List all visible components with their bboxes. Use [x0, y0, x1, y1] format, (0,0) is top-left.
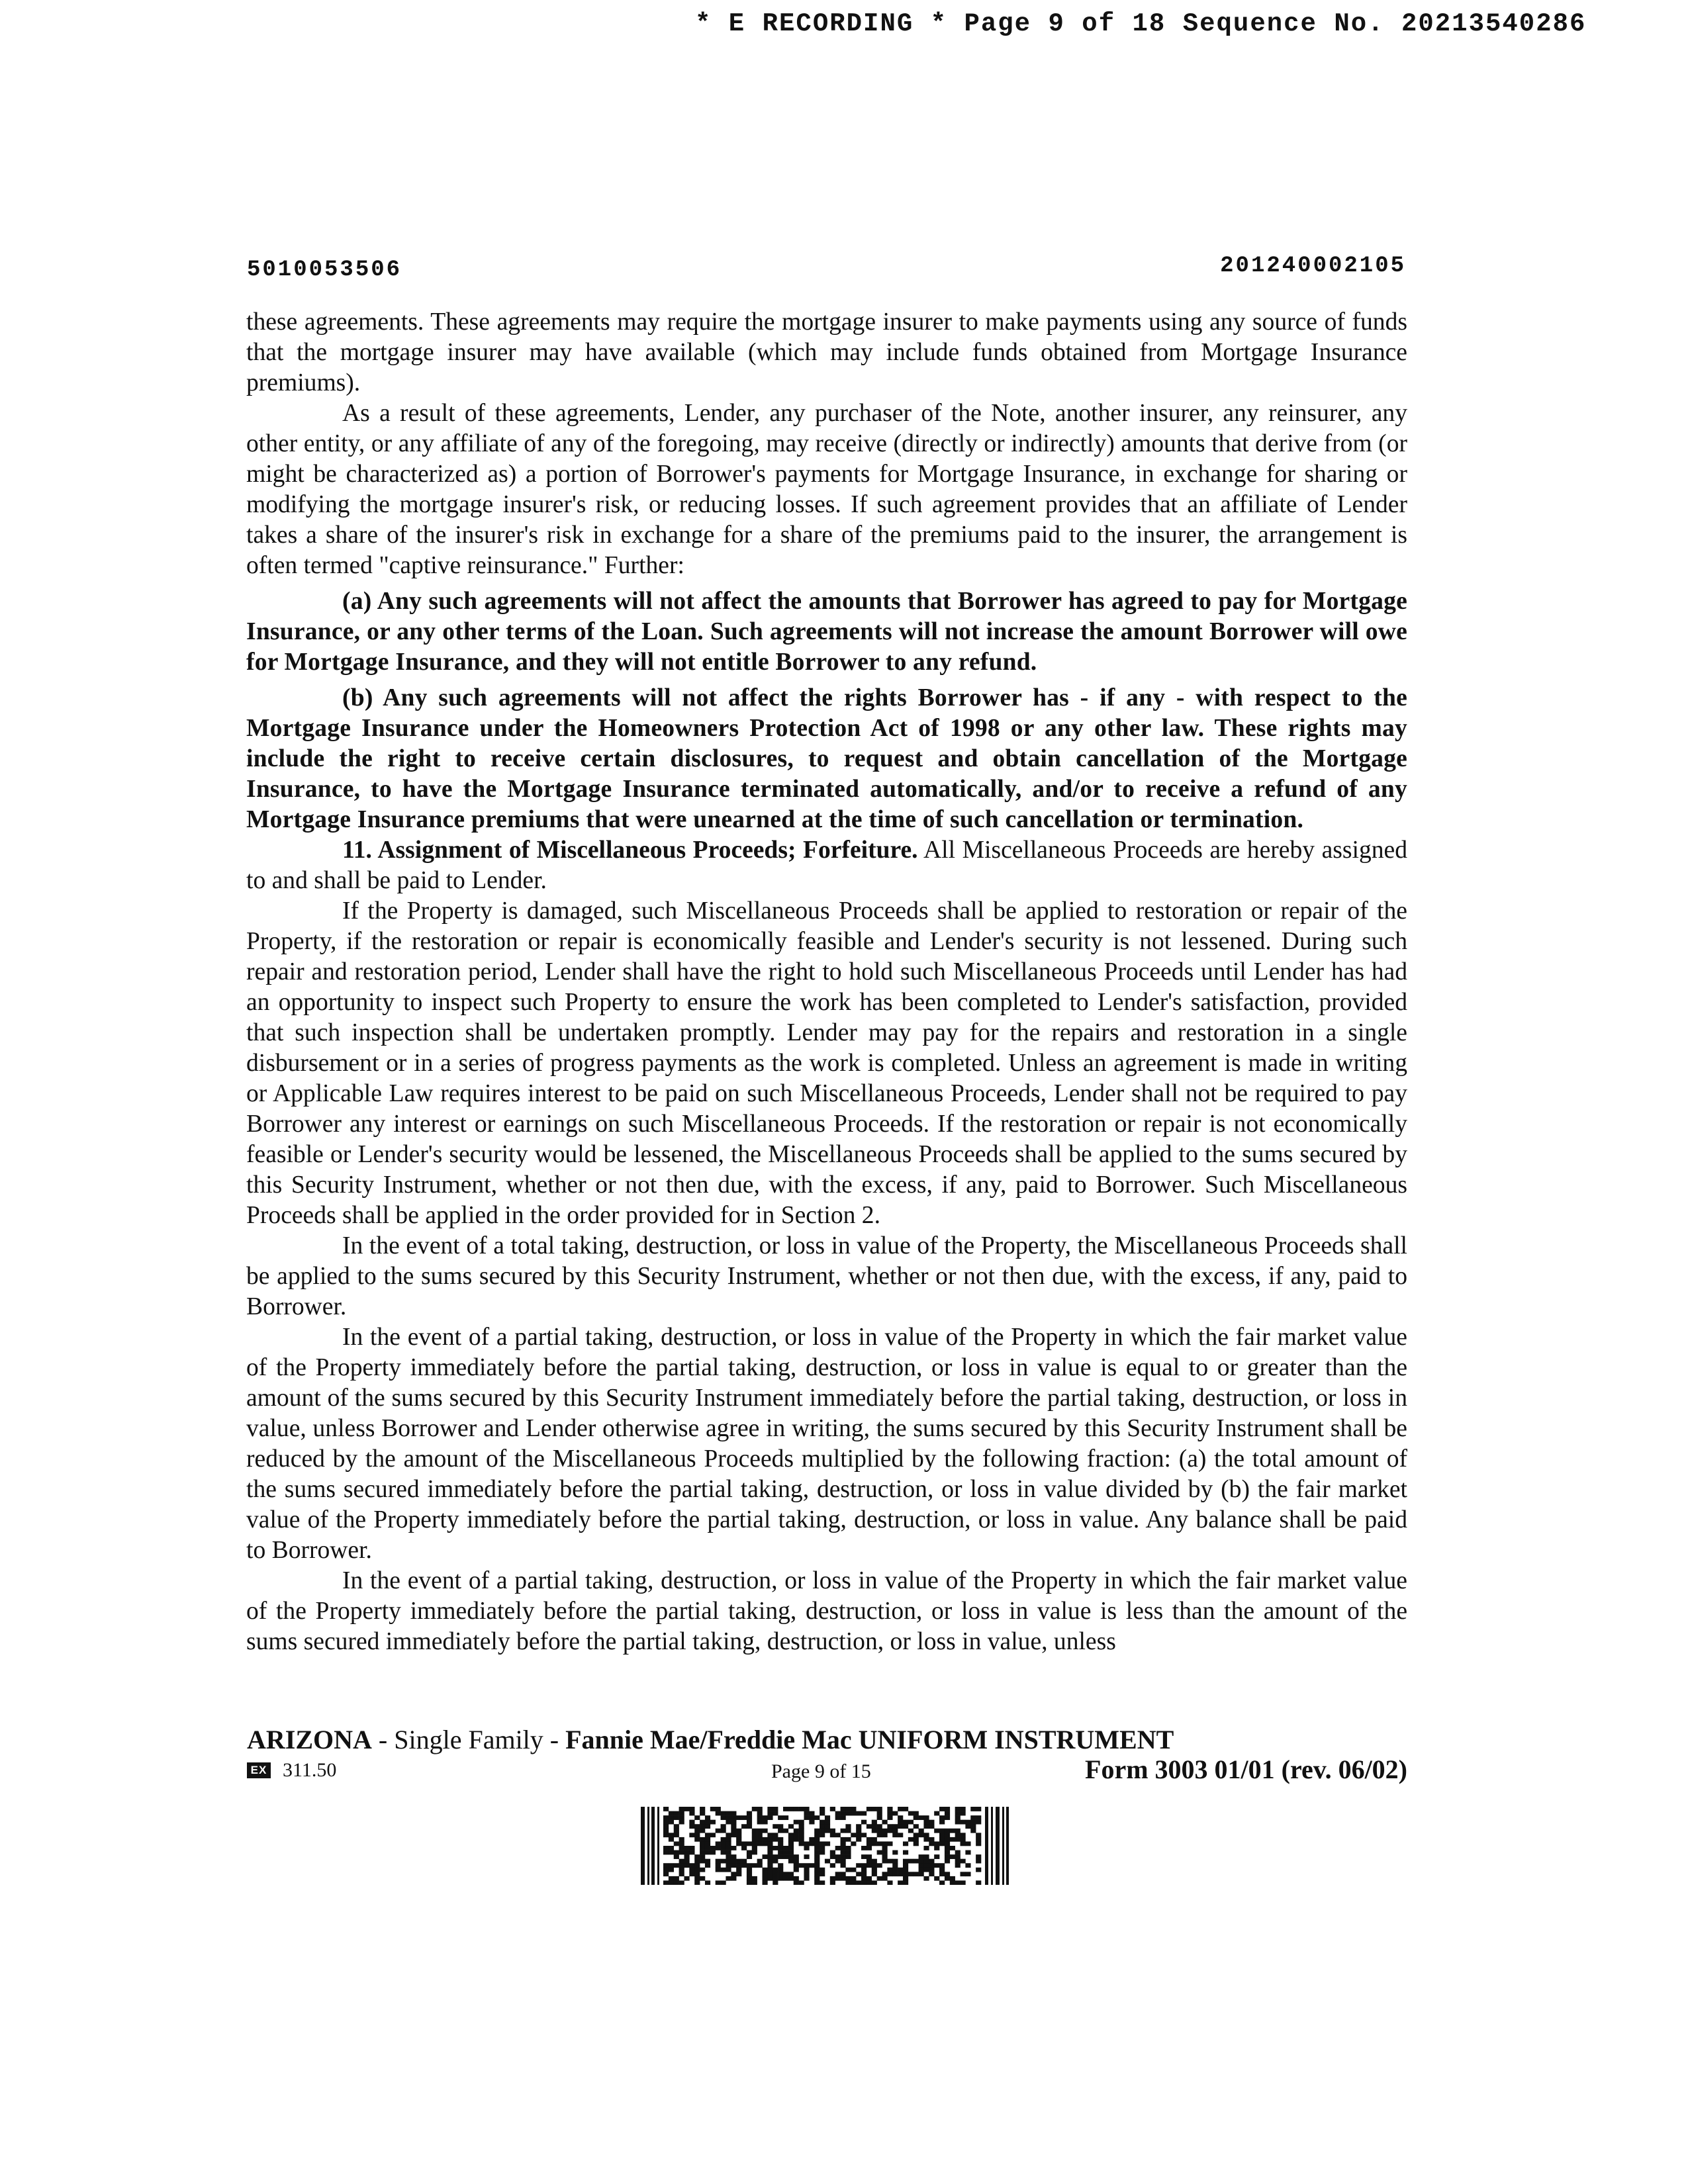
paragraph-partial-taking-less: In the event of a partial taking, destruction, or loss in value of the Property in which the fair market value of the Property immediately before the partial taking, destruction, or loss in value is less than the amount of the sums secured immediately before the partial taking, destruction, or loss in value, unless: [246, 1567, 1407, 1655]
min-number: 201240002105: [1220, 253, 1406, 279]
paragraph-partial-taking-greater: In the event of a partial taking, destruction, or loss in value of the Property in which the fair market value of the Property immediately before the partial taking, destruction, or loss in value is equal to or greater than the amount of the sums secured by this Security Instrument immediately before the partial taking, destruction, or loss in value, unless Borrower and Lender otherwise agree in writing, the sums secured by this Security Instrument shall be reduced by the amount of the Miscellaneous Proceeds multiplied by the following fraction: (a) the total amount of the sums secured immediately before the partial taking, destruction, or loss in value divided by (b) the fair market value of the Property immediately before the partial taking, destruction, or loss in value. Any balance shall be paid to Borrower.: [246, 1324, 1407, 1564]
paragraph-clause-a: (a) Any such agreements will not affect the amounts that Borrower has agreed to pay for Mortgage Insurance, or any other terms of the Loan. Such agreements will not increase the amount Borrower will owe for Mortgage Insurance, and they will not entitle Borrower to any refund.: [246, 588, 1407, 676]
form-code: 311.50: [283, 1759, 337, 1781]
footer-form-code: [247, 1759, 336, 1782]
paragraph-agreements-cont: these agreements. These agreements may require the mortgage insurer to make payments using any source of funds that the mortgage insurer may have available (which may include funds obtained from Mortgage Insurance premiums).: [246, 308, 1407, 396]
form-number: Form 3003 01/01 (rev. 06/02): [1085, 1754, 1407, 1784]
loan-number: 5010053506: [247, 257, 402, 283]
paragraph-property-damaged: If the Property is damaged, such Miscellaneous Proceeds shall be applied to restoration or repair of the Property, if the restoration or repair is economically feasible and Lender's security is not lessened. During such repair and restoration period, Lender shall have the right to hold such Miscellaneous Proceeds until Lender has had an opportunity to inspect such Property to ensure the work has been completed to Lender's satisfaction, provided that such inspection shall be undertaken promptly. Lender may pay for the repairs and restoration in a single disbursement or in a series of progress payments as the work is completed. Unless an agreement is made in writing or Applicable Law requires interest to be paid on such Miscellaneous Proceeds, Lender shall not be required to pay Borrower any interest or earnings on such Miscellaneous Proceeds. If the restoration or repair is not economically feasible or Lender's security would be lessened, the Miscellaneous Proceeds shall be applied to the sums secured by this Security Instrument, whether or not then due, with the excess, if any, paid to Borrower. Such Miscellaneous Proceeds shall be applied in the order provided for in Section 2.: [246, 897, 1407, 1229]
paragraph-captive-reinsurance: As a result of these agreements, Lender, any purchaser of the Note, another insurer, any reinsurer, any other entity, or any affiliate of any of the foregoing, may receive (directly or indirectly) amounts that derive from (or might be characterized as) a portion of Borrower's payments for Mortgage Insurance, in exchange for sharing or modifying the mortgage insurer's risk, or reducing losses. If such agreement provides that an affiliate of Lender takes a share of the insurer's risk in exchange for a share of the premiums paid to the insurer, the arrangement is often termed "captive reinsurance." Further:: [246, 400, 1407, 579]
ex-logo-icon: EX: [247, 1762, 271, 1778]
document-body: [246, 307, 1407, 1657]
footer-state: ARIZONA: [247, 1725, 372, 1754]
barcode-icon: [641, 1807, 1009, 1885]
footer-family: - Single Family -: [371, 1725, 566, 1754]
footer-issuer: Fannie Mae/Freddie Mac UNIFORM INSTRUMENT: [565, 1725, 1174, 1754]
section-11-text: All Miscellaneous Proceeds are hereby assigned to and shall be paid to Lender.: [246, 837, 1407, 894]
paragraph-clause-b: (b) Any such agreements will not affect the rights Borrower has - if any - with respect to the Mortgage Insurance under the Homeowners Protection Act of 1998 or any other law. These rights may include the right to receive certain disclosures, to request and obtain cancellation of the Mortgage Insurance, to have the Mortgage Insurance terminated automatically, and/or to receive a refund of any Mortgage Insurance premiums that were unearned at the time of such cancellation or termination.: [246, 684, 1407, 833]
paragraph-total-taking: In the event of a total taking, destruction, or loss in value of the Property, the Miscellaneous Proceeds shall be applied to the sums secured by this Security Instrument, whether or not then due, with the excess, if any, paid to Borrower.: [246, 1232, 1407, 1320]
footer-instrument-title: [247, 1724, 1174, 1755]
section-11-paragraph: [246, 835, 1407, 896]
page-number: Page 9 of 15: [771, 1760, 871, 1782]
section-11-heading: 11. Assignment of Miscellaneous Proceeds; Forfeiture.: [342, 837, 918, 864]
recording-header: * E RECORDING * Page 9 of 18 Sequence No. 20213540286: [695, 9, 1587, 38]
